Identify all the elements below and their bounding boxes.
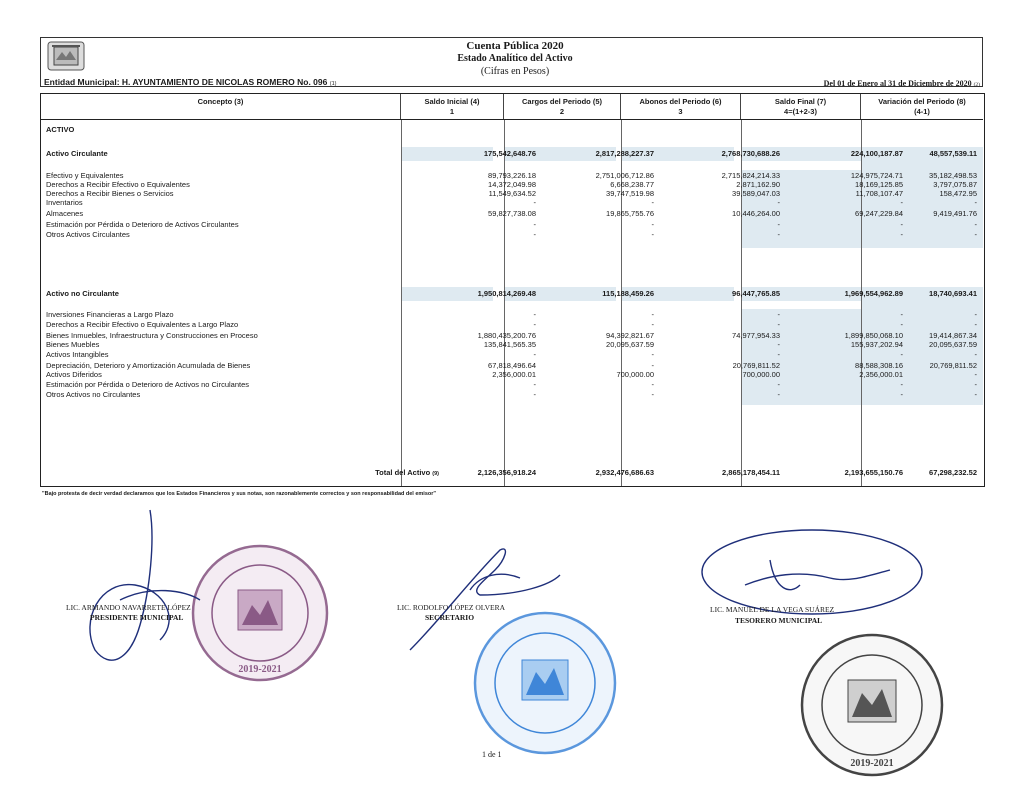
variacion: 35,182,498.53 — [929, 171, 977, 180]
abonos: - — [777, 380, 780, 389]
row-label: Otros Activos Circulantes — [46, 230, 130, 239]
row-label: Activo no Circulante — [46, 289, 119, 298]
saldo-final: 124,975,724.71 — [850, 171, 903, 180]
abonos: - — [777, 320, 780, 329]
presidencia-stamp — [193, 546, 327, 680]
saldo-final: - — [900, 390, 903, 399]
saldo-final: - — [900, 310, 903, 319]
variacion: 20,769,811.52 — [929, 361, 977, 370]
saldo-final: 11,708,107.47 — [855, 189, 903, 198]
saldo-final: 69,247,229.84 — [855, 209, 903, 218]
saldo-final: - — [900, 220, 903, 229]
report-subtitle: Estado Analítico del Activo — [457, 53, 573, 64]
abonos: - — [777, 350, 780, 359]
variacion: - — [974, 350, 977, 359]
saldo-inicial: - — [533, 320, 536, 329]
row-label: Bienes Muebles — [46, 340, 100, 349]
cargos: 2,817,288,227.37 — [595, 149, 654, 158]
cargos: - — [651, 198, 654, 207]
abonos: 2,865,178,454.11 — [722, 468, 780, 477]
saldo-final: - — [900, 350, 903, 359]
col-num: 1 — [449, 107, 455, 116]
saldo-final: 2,356,000.01 — [859, 370, 903, 379]
cargos: - — [651, 310, 654, 319]
col-label: Abonos del Periodo (6) — [639, 97, 722, 106]
saldo-inicial: - — [533, 230, 536, 239]
abonos: 2,768,730,688.26 — [721, 149, 780, 158]
period-text: Del 01 de Enero al 31 de Diciembre de 2020 — [823, 79, 972, 88]
abonos: 96,447,765.85 — [732, 289, 780, 298]
saldo-final: - — [900, 380, 903, 389]
cargos: - — [651, 230, 654, 239]
saldo-inicial: 2,356,000.01 — [492, 370, 536, 379]
saldo-inicial: 11,549,634.52 — [488, 189, 536, 198]
disclaimer: "Bajo protesta de decir verdad declaramos que los Estados Financieros y sus notas, son razonablemente correctos y son responsabilidad del emisor" — [42, 491, 437, 497]
cargos: 2,932,476,686.63 — [595, 468, 654, 477]
cargos: - — [651, 350, 654, 359]
abonos: - — [777, 390, 780, 399]
col-num: 4=(1+2-3) — [784, 107, 817, 116]
cargos: - — [651, 220, 654, 229]
col-label: Saldo Final (7) — [774, 97, 827, 106]
variacion: - — [974, 230, 977, 239]
abonos: 10,446,264.00 — [732, 209, 780, 218]
variacion: - — [974, 320, 977, 329]
report-units: (Cifras en Pesos) — [480, 66, 550, 77]
row-label: Derechos a Recibir Bienes o Servicios — [46, 189, 174, 198]
saldo-inicial: 59,827,738.08 — [488, 209, 536, 218]
section-label: ACTIVO — [46, 125, 75, 134]
abonos: - — [777, 340, 780, 349]
signature-tesorero — [702, 530, 922, 614]
variacion: 9,419,491.76 — [933, 209, 977, 218]
saldo-inicial: 89,793,226.18 — [488, 171, 536, 180]
variacion: - — [974, 380, 977, 389]
signatory-name: LIC. RODOLFO LÓPEZ OLVERA — [397, 603, 506, 612]
col-label: Concepto (3) — [197, 97, 244, 106]
stamp-years: 2019-2021 — [850, 758, 894, 769]
signatory-name: LIC. ARMANDO NAVARRETE LÓPEZ — [66, 603, 191, 612]
saldo-final: 88,588,308.16 — [855, 361, 903, 370]
variacion: 67,298,232.52 — [929, 468, 977, 477]
abonos: - — [777, 198, 780, 207]
saldo-inicial: 67,818,496.64 — [488, 361, 536, 370]
report-title: Cuenta Pública 2020 — [466, 40, 564, 52]
saldo-inicial: - — [533, 390, 536, 399]
col-num: 2 — [559, 107, 565, 116]
col-label: Variación del Periodo (8) — [878, 97, 966, 106]
cargos: 94,392,821.67 — [606, 331, 654, 340]
total-ref: (9) — [432, 471, 439, 477]
saldo-inicial: 1,880,435,200.76 — [477, 331, 536, 340]
cargos: 39,747,519.98 — [606, 189, 654, 198]
stamp-years: 2019-2021 — [238, 664, 282, 675]
entity-ref: (1) — [329, 81, 337, 87]
variacion: - — [974, 198, 977, 207]
page-number: 1 de 1 — [482, 750, 502, 759]
variacion: 3,797,075.87 — [933, 180, 977, 189]
tesoreria-stamp — [802, 635, 942, 775]
secretaria-stamp — [475, 613, 615, 753]
row-label: Inventarios — [46, 198, 83, 207]
col-num: (4-1) — [914, 107, 930, 116]
row-label: Derechos a Recibir Efectivo o Equivalentes — [46, 180, 190, 189]
row-label: Otros Activos no Circulantes — [46, 390, 141, 399]
saldo-final: 1,899,850,068.10 — [844, 331, 903, 340]
row-label: Activo Circulante — [46, 149, 108, 158]
row-label: Bienes Inmuebles, Infraestructura y Construcciones en Proceso — [46, 331, 258, 340]
saldo-inicial: - — [533, 350, 536, 359]
saldo-final: - — [900, 320, 903, 329]
row-label: Derechos a Recibir Efectivo o Equivalentes a Largo Plazo — [46, 320, 239, 329]
saldo-final: - — [900, 230, 903, 239]
saldo-inicial: 135,841,565.35 — [483, 340, 536, 349]
row-label: Activos Diferidos — [46, 370, 102, 379]
saldo-inicial: 14,372,049.98 — [488, 180, 536, 189]
period-ref: (2) — [973, 82, 980, 88]
total-label-text: Total del Activo — [375, 468, 431, 477]
cargos: 20,095,637.59 — [606, 340, 654, 349]
col-label: Saldo Inicial (4) — [424, 97, 480, 106]
signatory-role: PRESIDENTE MUNICIPAL — [90, 613, 184, 622]
signatory-role: TESORERO MUNICIPAL — [735, 616, 823, 625]
variacion: 158,472.95 — [939, 189, 977, 198]
abonos: 20,769,811.52 — [732, 361, 780, 370]
abonos: - — [777, 230, 780, 239]
saldo-inicial: 175,542,648.76 — [483, 149, 536, 158]
abonos: 74,977,954.33 — [732, 331, 780, 340]
signatory-name: LIC. MANUEL DE LA VEGA SUÁREZ — [710, 605, 835, 614]
cargos: 115,188,459.26 — [602, 289, 654, 298]
entity-text: Entidad Municipal: H. AYUNTAMIENTO DE NICOLAS ROMERO No. 096 — [44, 77, 328, 87]
row-label: Inversiones Financieras a Largo Plazo — [46, 310, 174, 319]
col-label: Cargos del Periodo (5) — [521, 97, 602, 106]
variacion: - — [974, 310, 977, 319]
saldo-inicial: - — [533, 380, 536, 389]
row-label: Efectivo y Equivalentes — [46, 171, 124, 180]
abonos: 2,715,824,214.33 — [721, 171, 780, 180]
cargos: - — [651, 361, 654, 370]
abonos: 2,871,162.90 — [736, 180, 780, 189]
variacion: 20,095,637.59 — [929, 340, 977, 349]
abonos: - — [777, 310, 780, 319]
cargos: 19,865,755.76 — [606, 209, 654, 218]
saldo-inicial: 1,950,814,269.48 — [477, 289, 536, 298]
variacion: 19,414,867.34 — [929, 331, 977, 340]
cargos: - — [651, 320, 654, 329]
saldo-inicial: - — [533, 198, 536, 207]
cargos: 6,668,238.77 — [610, 180, 654, 189]
row-label: Estimación por Pérdida o Deterioro de Activos Circulantes — [46, 220, 239, 229]
saldo-final: 224,100,187.87 — [850, 149, 903, 158]
row-label: Depreciación, Deterioro y Amortización Acumulada de Bienes — [46, 361, 251, 370]
saldo-inicial: - — [533, 310, 536, 319]
saldo-final: 155,937,202.94 — [850, 340, 903, 349]
saldo-inicial: 2,126,356,918.24 — [477, 468, 536, 477]
cargos: 700,000.00 — [616, 370, 654, 379]
variacion: 48,557,539.11 — [929, 149, 977, 158]
signatory-role: SECRETARIO — [425, 613, 475, 622]
variacion: - — [974, 370, 977, 379]
saldo-inicial: - — [533, 220, 536, 229]
signature-presidente — [90, 510, 200, 660]
saldo-final: 2,193,655,150.76 — [844, 468, 903, 477]
variacion: 18,740,693.41 — [929, 289, 977, 298]
cargos: - — [651, 390, 654, 399]
col-num: 3 — [678, 107, 683, 116]
abonos: - — [777, 220, 780, 229]
saldo-final: 18,169,125.85 — [855, 180, 903, 189]
variacion: - — [974, 390, 977, 399]
cargos: 2,751,006,712.86 — [595, 171, 654, 180]
cargos: - — [651, 380, 654, 389]
abonos: 700,000.00 — [742, 370, 780, 379]
row-label: Activos Intangibles — [46, 350, 109, 359]
variacion: - — [974, 220, 977, 229]
abonos: 39,589,047.03 — [732, 189, 780, 198]
saldo-final: 1,969,554,962.89 — [844, 289, 903, 298]
saldo-final: - — [900, 198, 903, 207]
row-label: Almacenes — [46, 209, 84, 218]
row-label: Estimación por Pérdida o Deterioro de Activos no Circulantes — [46, 380, 250, 389]
